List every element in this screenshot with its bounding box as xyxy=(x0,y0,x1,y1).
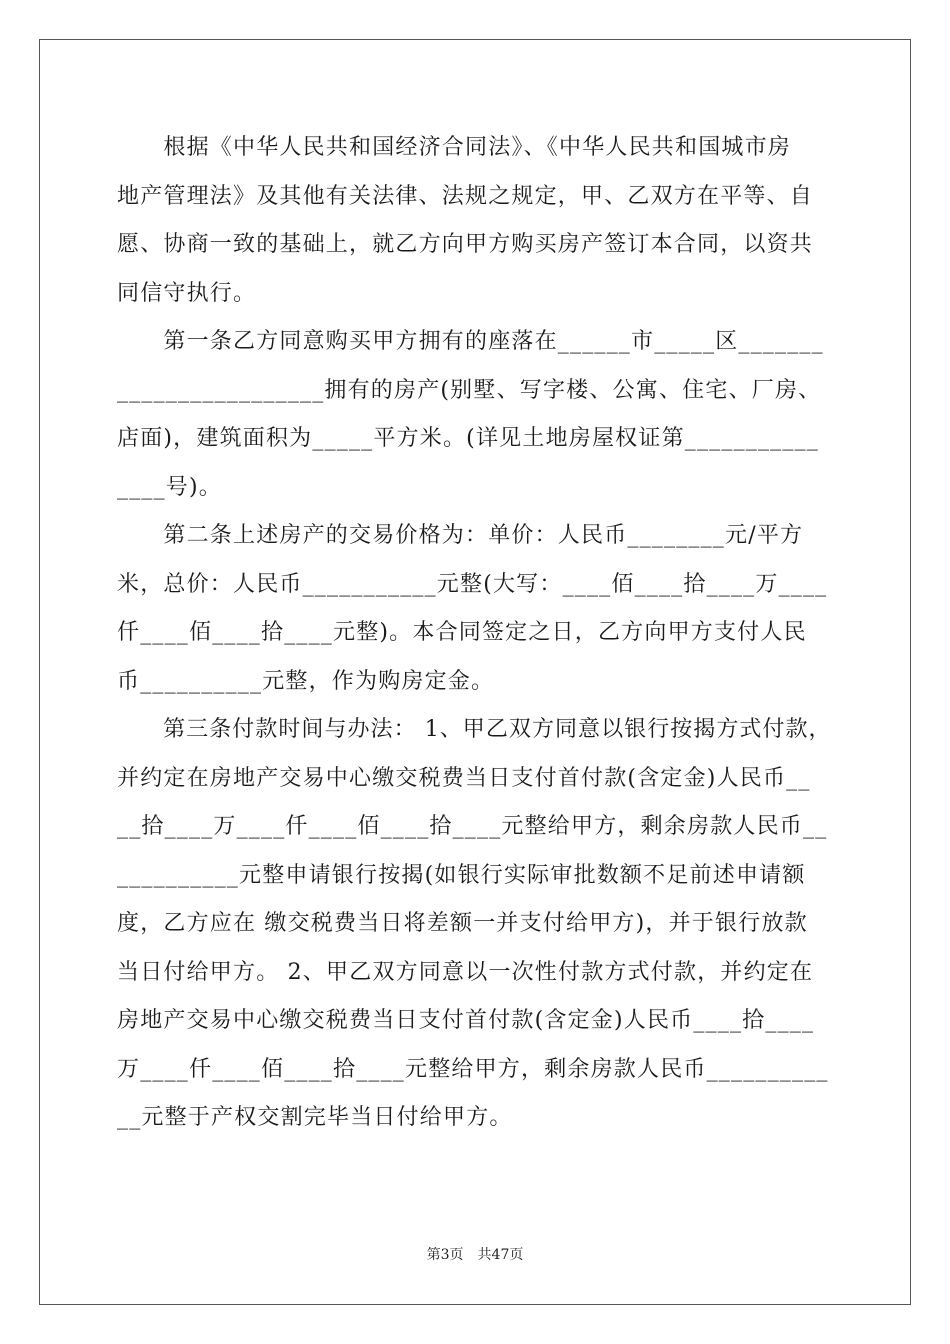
text-line: 第二条上述房产的交易价格为：单价：人民币________元/平方 xyxy=(117,523,804,548)
text-line: 地产管理法》及其他有关法律、法规之规定，甲、乙双方在平等、自 xyxy=(117,183,814,209)
text-line: __元整于产权交割完毕当日付给甲方。 xyxy=(117,1105,513,1130)
text-line: __拾____万____仟____佰____拾____元整给甲方，剩余房款人民币__ xyxy=(117,814,828,839)
text-line: 并约定在房地产交易中心缴交税费当日支付首付款(含定金)人民币__ xyxy=(117,765,811,791)
text-line: 房地产交易中心缴交税费当日支付首付款(含定金)人民币____拾____ xyxy=(117,1008,815,1033)
text-line: _________________拥有的房产(别墅、写字楼、公寓、住宅、厂房、 xyxy=(117,377,822,403)
text-line: ____号)。 xyxy=(117,474,222,500)
text-line: 店面)，建筑面积为_____平方米。(详见土地房屋权证第___________ xyxy=(117,426,819,451)
text-line: 愿、协商一致的基础上，就乙方向甲方购买房产签订本合同，以资共 xyxy=(117,232,814,257)
text-line: 仟____佰____拾____元整)。本合同签定之日，乙方向甲方支付人民 xyxy=(117,620,807,645)
text-line: 第一条乙方同意购买甲方拥有的座落在______市_____区_______ xyxy=(117,329,824,354)
text-line: 米，总价：人民币___________元整(大写：____佰____拾____万____ xyxy=(117,571,828,597)
text-line: 根据《中华人民共和国经济合同法》、《中华人民共和国城市房 xyxy=(117,135,792,160)
page-number-footer: 第3页 共47页 xyxy=(426,1247,524,1263)
text-line: 万____仟____佰____拾____元整给甲方，剩余房款人民币__________ xyxy=(117,1056,829,1082)
text-line: 当日付给甲方。 2、甲乙双方同意以一次性付款方式付款，并约定在 xyxy=(117,959,814,985)
text-line: 第三条付款时间与办法： 1、甲乙双方同意以银行按揭方式付款， xyxy=(117,717,832,742)
text-line: 币__________元整，作为购房定金。 xyxy=(117,668,495,694)
contract-body xyxy=(117,124,833,1143)
text-line: 度，乙方应在 缴交税费当日将差额一并支付给甲方)，并于银行放款 xyxy=(117,911,808,936)
text-line: 同信守执行。 xyxy=(117,280,257,306)
text-line: __________元整申请银行按揭(如银行实际审批数额不足前述申请额 xyxy=(117,862,806,888)
